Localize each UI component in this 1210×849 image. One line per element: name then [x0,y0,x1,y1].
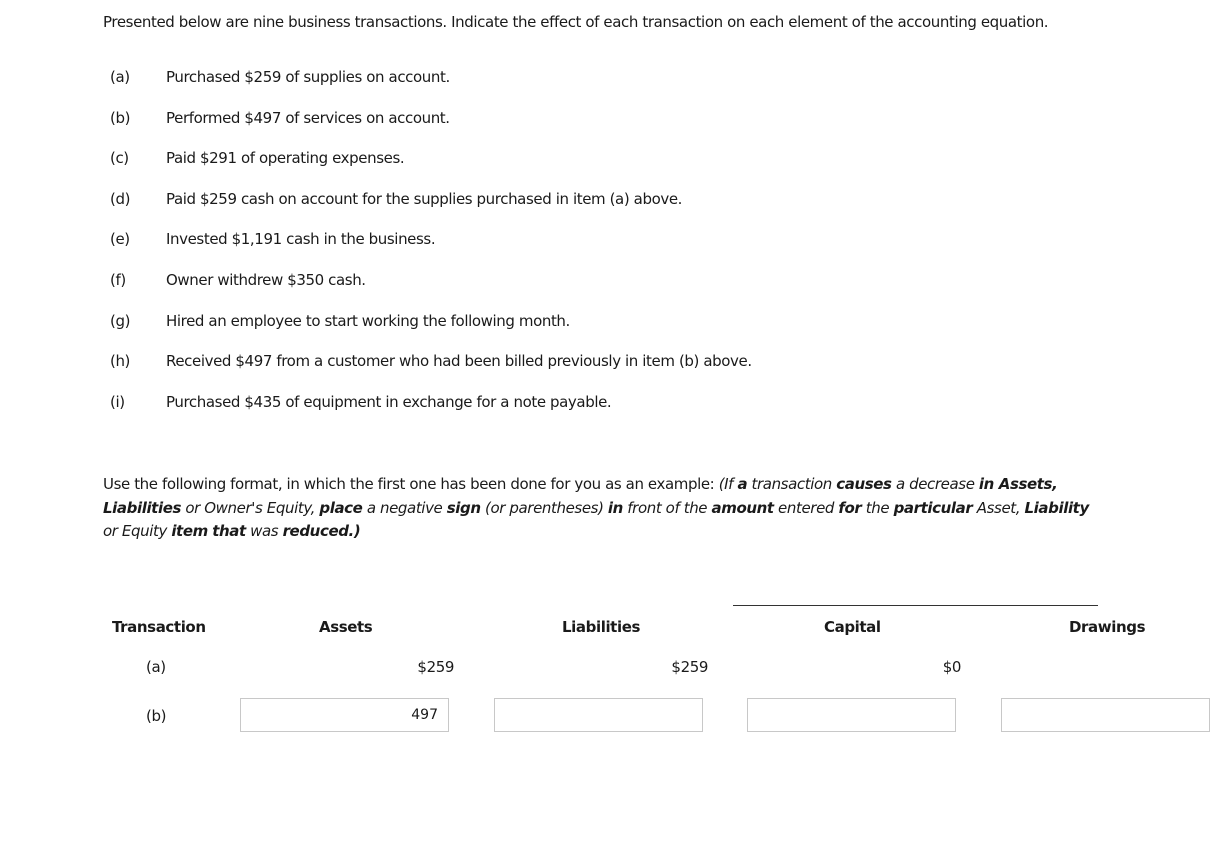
liabilities-input[interactable] [494,698,703,732]
transaction-letter: (f) [110,270,126,289]
transaction-description: Invested $1,191 cash in the business. [166,230,436,249]
intro-text: Presented below are nine business transactions. Indicate the effect of each transaction on each element of the accounting equation. [103,13,1049,31]
note-text: the [861,498,894,517]
note-text: front of the [622,498,712,517]
transaction-letter: (a) [110,68,130,86]
transaction-description: Received $497 from a customer who had been billed previously in item (b) above. [166,352,752,371]
note-text: or Equity [103,522,172,540]
note-text: (If [718,475,738,493]
note-emphasis: reduced.) [282,522,361,540]
note-emphasis: Liabilities [103,498,181,517]
table-divider [733,605,1098,606]
note-emphasis: item [171,522,208,540]
instructions-lead: Use the following format, in which the first one has been done for you as an example: [103,475,719,493]
note-emphasis: sign [446,498,481,517]
note-text: or Owner's Equity, [181,498,320,517]
note-text: was [245,522,283,540]
header-transaction: Transaction [112,618,206,636]
header-liabilities: Liabilities [562,618,640,636]
note-text: Asset, [972,498,1025,517]
transaction-letter: (h) [110,352,131,371]
example-liabilities-value: $259 [671,658,708,676]
note-emphasis: for [838,498,862,517]
note-emphasis: particular [893,498,973,517]
note-emphasis: in Assets, [978,475,1058,493]
note-emphasis: causes [836,475,892,493]
note-text: a decrease [891,475,979,493]
transaction-description: Paid $291 of operating expenses. [166,149,405,168]
note-text: (or parentheses) [480,498,608,517]
note-emphasis: amount [711,498,774,517]
note-text: transaction [747,475,837,493]
transaction-letter: (d) [110,189,131,208]
assets-input[interactable]: 497 [240,698,449,732]
capital-input[interactable] [747,698,956,732]
transaction-description: Purchased $259 of supplies on account. [166,68,450,86]
drawings-input[interactable] [1001,698,1210,732]
transaction-letter: (g) [110,311,131,330]
note-emphasis: that [212,522,246,540]
transaction-description: Purchased $435 of equipment in exchange for a note payable. [166,392,612,411]
note-emphasis: a [737,475,748,493]
note-emphasis: place [319,498,363,517]
header-capital: Capital [824,618,881,636]
header-drawings: Drawings [1069,618,1146,636]
transaction-description: Hired an employee to start working the following month. [166,311,570,330]
header-assets: Assets [319,618,373,636]
transaction-description: Owner withdrew $350 cash. [166,270,366,289]
example-capital-value: $0 [942,658,961,676]
transaction-letter: (e) [110,230,130,249]
input-row-label: (b) [146,707,167,725]
note-emphasis: in [607,498,623,517]
transaction-letter: (i) [110,392,125,411]
note-emphasis: Liability [1024,498,1089,517]
transaction-description: Paid $259 cash on account for the supplies purchased in item (a) above. [166,189,683,208]
transaction-letter: (c) [110,149,129,168]
transaction-description: Performed $497 of services on account. [166,108,450,127]
note-text: entered [773,498,839,517]
example-assets-value: $259 [417,658,454,676]
transaction-letter: (b) [110,108,131,127]
note-text: a negative [362,498,447,517]
example-row-label: (a) [146,658,166,676]
